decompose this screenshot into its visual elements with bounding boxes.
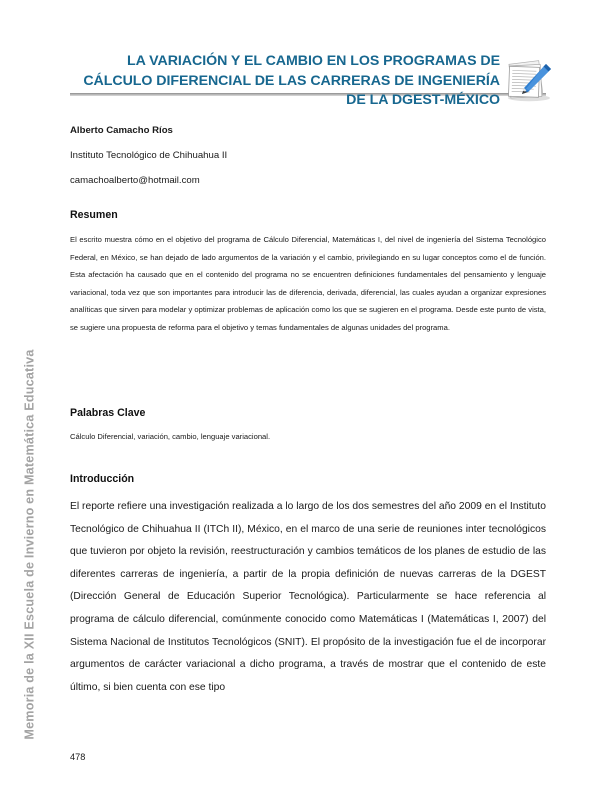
running-head-text: Memoria de la XII Escuela de Invierno en Matemática Educativa (22, 349, 37, 740)
keywords-section (70, 406, 546, 444)
introduction-heading: Introducción (70, 473, 135, 485)
keywords-body: Cálculo Diferencial, variación, cambio, lenguaje variacional. (70, 432, 271, 441)
author-email[interactable]: camachoalberto@hotmail.com (70, 175, 200, 186)
abstract-body: El escrito muestra cómo en el objetivo del programa de Cálculo Diferencial, Matemáticas I, del nivel de ingeniería del Sistema Tecnológico Federal, en México, se han dejado de lado argumentos de la variación y el cambio, privilegiando en su lugar conceptos como el de función. Esta afectación ha causado que en el contenido del programa no se encuentren definiciones fundamentales del pensamiento y lenguaje variacional, toda vez que son importantes para introducir las de diferencia, derivada, diferencial, las cuales ayudan a organizar expresiones analíticas que sirven para modelar y optimizar problemas de aplicación como los que se sugieren en el programa. Desde este punto de vista, se sugiere una propuesta de reforma para el objetivo y temas fundamentales de algunas unidades del programa. (70, 235, 546, 332)
author-name: Alberto Camacho Ríos (70, 125, 173, 136)
introduction-section (70, 472, 546, 699)
page-number: 478 (70, 752, 86, 762)
page-title: LA VARIACIÓN Y EL CAMBIO EN LOS PROGRAMAS DE CÁLCULO DIFERENCIAL DE LAS CARRERAS DE INGENIERÍA DE LA DGEST-MÉXICO (83, 53, 500, 108)
introduction-body: El reporte refiere una investigación realizada a lo largo de los dos semestres del año 2009 en el Instituto Tecnológico de Chihuahua II (ITCh II), México, en el marco de una serie de reuniones inter tecnológicos que tuvieron por objeto la revisión, reestructuración y cambios temáticos de los planes de estudio de las diferentes carreras de ingeniería, a partir de la propia definición de nuevas carreras de la DGEST (Dirección General de Educación Superior Tecnológica). Particularmente se hace referencia al programa de cálculo diferencial, comúnmente conocido como Matemáticas I (Matemáticas I, 2007) del Sistema Nacional de Institutos Tecnológicos (SNIT). El propósito de la investigación fue el de incorporar argumentos de carácter variacional a dicho programa, a través de mostrar que el contenido de este último, si bien cuenta con ese tipo (70, 501, 546, 693)
author-affiliation: Instituto Tecnológico de Chihuahua II (70, 150, 228, 161)
abstract-heading: Resumen (70, 209, 118, 221)
running-head-sidebar (14, 300, 58, 740)
author-block (70, 124, 546, 199)
notebook-pen-icon (502, 56, 558, 106)
keywords-heading: Palabras Clave (70, 407, 146, 419)
abstract-section (70, 208, 546, 337)
